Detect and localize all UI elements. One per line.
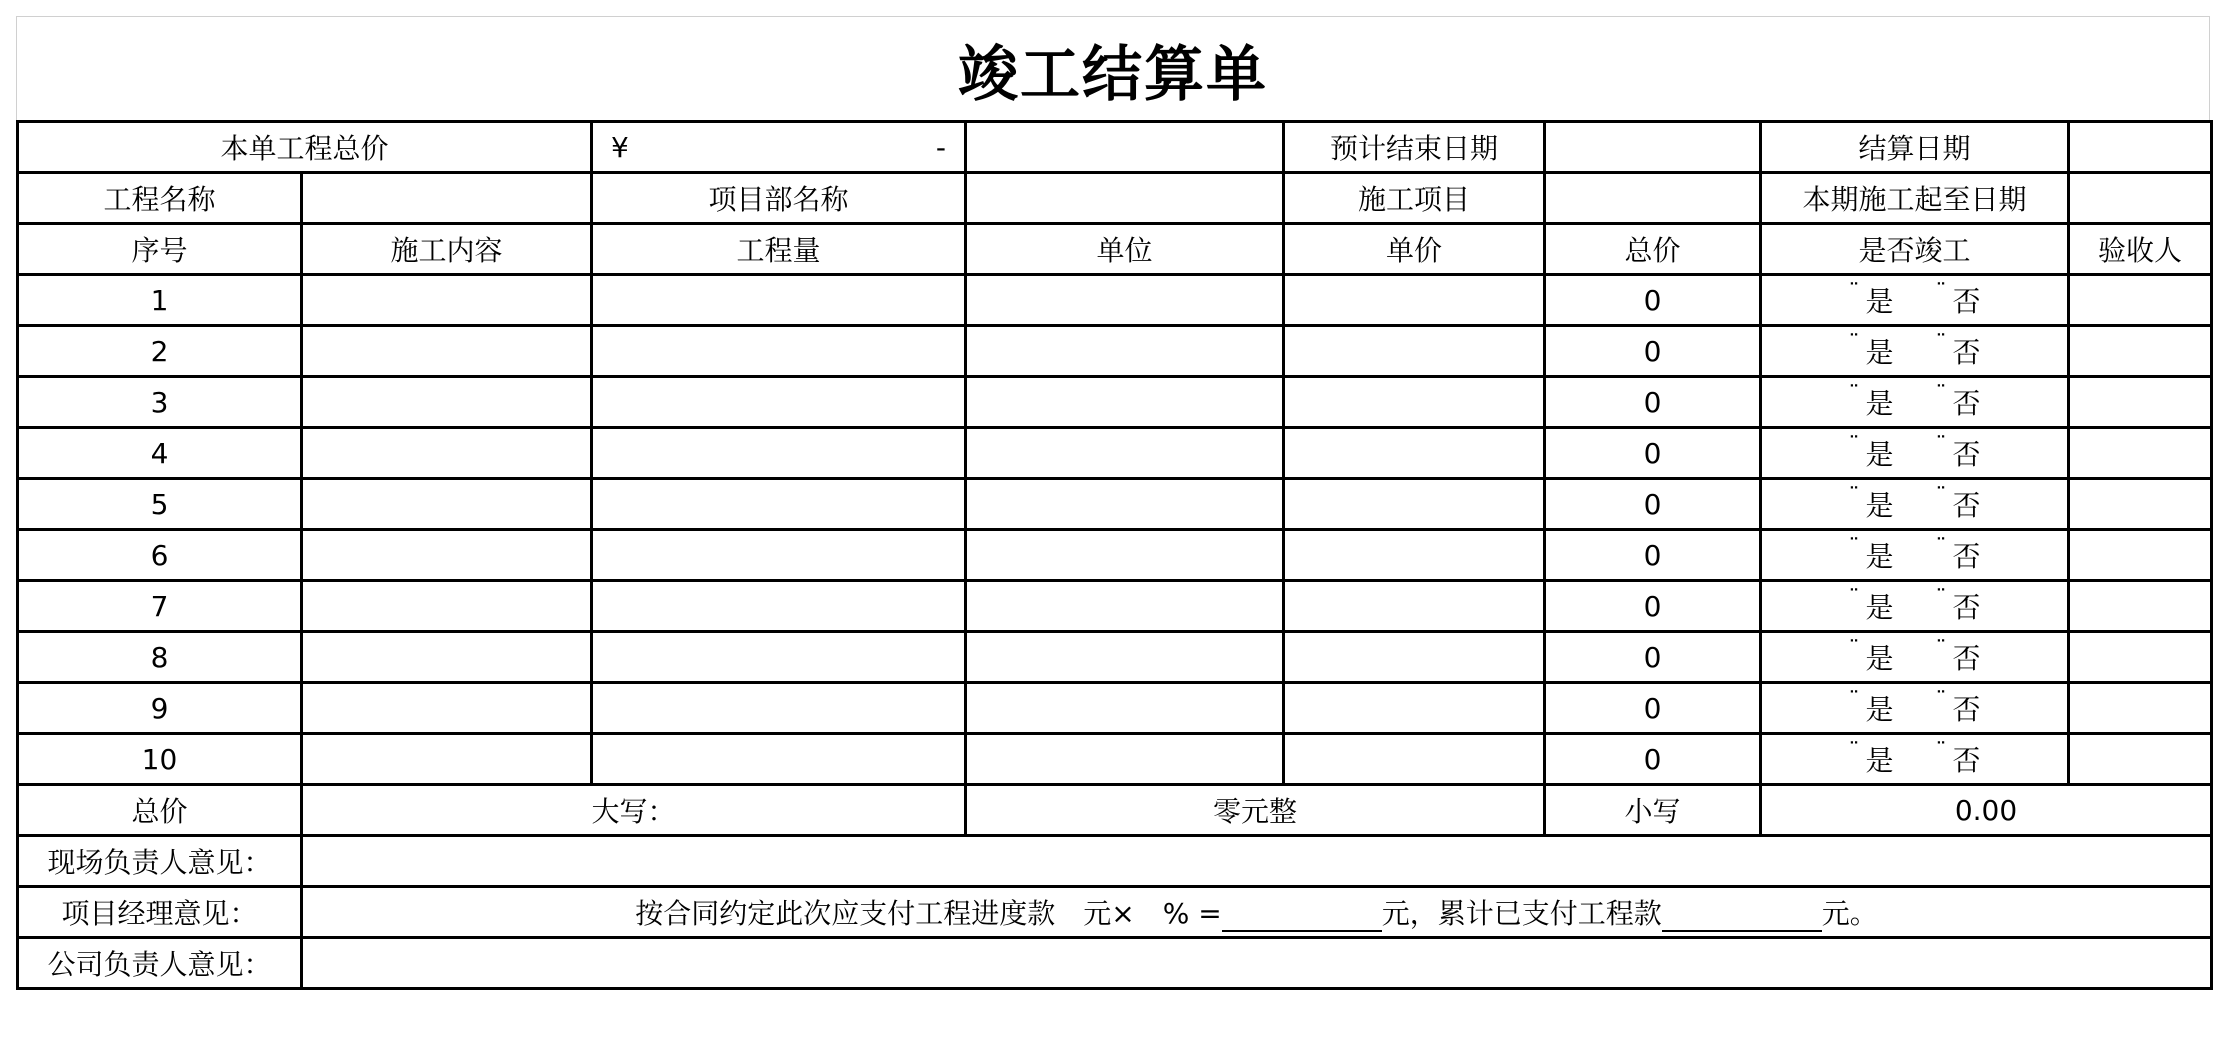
row-total: 0 — [1545, 275, 1761, 326]
content-cell[interactable] — [302, 581, 592, 632]
completed-cell — [1761, 632, 2069, 683]
table-row — [18, 428, 2212, 479]
row-total: 0 — [1545, 683, 1761, 734]
acceptor-cell[interactable] — [2069, 275, 2212, 326]
quantity-cell[interactable] — [592, 734, 966, 785]
checkbox-icon: ¨ — [1848, 739, 1860, 764]
unit-cell[interactable] — [966, 683, 1284, 734]
settlement-table — [16, 120, 2213, 990]
checkbox-icon: ¨ — [1848, 484, 1860, 509]
pm-opinion-row — [18, 887, 2212, 938]
quantity-cell[interactable] — [592, 326, 966, 377]
end-date-value[interactable] — [1545, 122, 1761, 173]
completed-cell — [1761, 275, 2069, 326]
site-opinion-field[interactable] — [302, 836, 2212, 887]
table-row — [18, 581, 2212, 632]
unit-price-cell[interactable] — [1284, 632, 1545, 683]
unit-price-cell[interactable] — [1284, 275, 1545, 326]
no-checkbox[interactable]: ¨ 否 — [1935, 433, 1981, 471]
unit-cell[interactable] — [966, 326, 1284, 377]
quantity-cell[interactable] — [592, 530, 966, 581]
pm-opinion-field[interactable] — [302, 887, 2212, 938]
project-name-value[interactable] — [302, 173, 592, 224]
table-row — [18, 632, 2212, 683]
yes-checkbox[interactable]: ¨ 是 — [1848, 739, 1894, 777]
row-no: 7 — [18, 581, 302, 632]
project-name-label: 工程名称 — [18, 173, 302, 224]
col-header-quantity: 工程量 — [592, 224, 966, 275]
col-header-unit: 单位 — [966, 224, 1284, 275]
lower-amount-label: 小写 — [1545, 785, 1761, 836]
col-header-content: 施工内容 — [302, 224, 592, 275]
pm-opinion-label: 项目经理意见： — [18, 887, 302, 938]
row-no: 2 — [18, 326, 302, 377]
yes-checkbox[interactable]: ¨ 是 — [1848, 535, 1894, 573]
content-cell[interactable] — [302, 377, 592, 428]
no-checkbox[interactable]: ¨ 否 — [1935, 688, 1981, 726]
completed-cell — [1761, 428, 2069, 479]
total-price-value[interactable] — [592, 122, 966, 173]
yes-checkbox[interactable]: ¨ 是 — [1848, 382, 1894, 420]
col-header-total: 总价 — [1545, 224, 1761, 275]
acceptor-cell[interactable] — [2069, 326, 2212, 377]
quantity-cell[interactable] — [592, 581, 966, 632]
checkbox-icon: ¨ — [1848, 637, 1860, 662]
checkbox-icon: ¨ — [1935, 433, 1947, 458]
yes-checkbox[interactable]: ¨ 是 — [1848, 280, 1894, 318]
table-row — [18, 275, 2212, 326]
row-no: 8 — [18, 632, 302, 683]
row-no: 1 — [18, 275, 302, 326]
settlement-sheet — [16, 16, 2210, 1042]
table-row — [18, 734, 2212, 785]
content-cell[interactable] — [302, 479, 592, 530]
row-no: 6 — [18, 530, 302, 581]
title-area — [16, 16, 2210, 120]
col-header-completed: 是否竣工 — [1761, 224, 2069, 275]
acceptor-cell[interactable] — [2069, 581, 2212, 632]
acceptor-cell[interactable] — [2069, 530, 2212, 581]
currency-symbol: ¥ — [611, 130, 629, 164]
site-opinion-row — [18, 836, 2212, 887]
payment-amount-blank[interactable] — [1222, 900, 1382, 932]
checkbox-icon: ¨ — [1935, 331, 1947, 356]
quantity-cell[interactable] — [592, 632, 966, 683]
content-cell[interactable] — [302, 428, 592, 479]
unit-price-cell[interactable] — [1284, 479, 1545, 530]
unit-cell[interactable] — [966, 632, 1284, 683]
completed-cell — [1761, 530, 2069, 581]
row-total: 0 — [1545, 632, 1761, 683]
completed-cell — [1761, 683, 2069, 734]
checkbox-icon: ¨ — [1848, 688, 1860, 713]
col-header-no: 序号 — [18, 224, 302, 275]
checkbox-icon: ¨ — [1935, 484, 1947, 509]
currency-value: - — [935, 130, 947, 164]
end-date-label: 预计结束日期 — [1284, 122, 1545, 173]
no-checkbox[interactable]: ¨ 否 — [1935, 331, 1981, 369]
unit-cell[interactable] — [966, 275, 1284, 326]
header-row-2 — [18, 173, 2212, 224]
column-header-row — [18, 224, 2212, 275]
blank-cell[interactable] — [966, 122, 1284, 173]
no-checkbox[interactable]: ¨ 否 — [1935, 586, 1981, 624]
pm-opinion-text-2: 元，累计已支付工程款 — [1381, 897, 1662, 930]
unit-cell[interactable] — [966, 377, 1284, 428]
content-cell[interactable] — [302, 632, 592, 683]
content-cell[interactable] — [302, 326, 592, 377]
completed-cell — [1761, 326, 2069, 377]
period-label: 本期施工起至日期 — [1761, 173, 2069, 224]
table-row — [18, 530, 2212, 581]
checkbox-icon: ¨ — [1848, 535, 1860, 560]
construction-item-value[interactable] — [1545, 173, 1761, 224]
quantity-cell[interactable] — [592, 275, 966, 326]
acceptor-cell[interactable] — [2069, 428, 2212, 479]
checkbox-icon: ¨ — [1848, 433, 1860, 458]
summary-total-label: 总价 — [18, 785, 302, 836]
unit-cell[interactable] — [966, 479, 1284, 530]
unit-price-cell[interactable] — [1284, 326, 1545, 377]
content-cell[interactable] — [302, 734, 592, 785]
acceptor-cell[interactable] — [2069, 377, 2212, 428]
quantity-cell[interactable] — [592, 428, 966, 479]
col-header-unit-price: 单价 — [1284, 224, 1545, 275]
no-checkbox[interactable]: ¨ 否 — [1935, 382, 1981, 420]
quantity-cell[interactable] — [592, 683, 966, 734]
header-row-1 — [18, 122, 2212, 173]
checkbox-icon: ¨ — [1848, 382, 1860, 407]
yes-checkbox[interactable]: ¨ 是 — [1848, 484, 1894, 522]
yes-checkbox[interactable]: ¨ 是 — [1848, 688, 1894, 726]
row-total: 0 — [1545, 530, 1761, 581]
company-opinion-label: 公司负责人意见： — [18, 938, 302, 989]
checkbox-icon: ¨ — [1848, 280, 1860, 305]
unit-price-cell[interactable] — [1284, 683, 1545, 734]
completed-cell — [1761, 479, 2069, 530]
yes-checkbox[interactable]: ¨ 是 — [1848, 331, 1894, 369]
unit-cell[interactable] — [966, 530, 1284, 581]
row-no: 10 — [18, 734, 302, 785]
upper-amount-value: 零元整 — [966, 785, 1545, 836]
checkbox-icon: ¨ — [1848, 586, 1860, 611]
acceptor-cell[interactable] — [2069, 734, 2212, 785]
no-checkbox[interactable]: ¨ 否 — [1935, 637, 1981, 675]
upper-amount-label: 大写： — [302, 785, 966, 836]
document-title: 竣工结算单 — [958, 40, 1268, 110]
checkbox-icon: ¨ — [1935, 688, 1947, 713]
row-no: 3 — [18, 377, 302, 428]
row-total: 0 — [1545, 377, 1761, 428]
unit-price-cell[interactable] — [1284, 377, 1545, 428]
unit-cell[interactable] — [966, 581, 1284, 632]
content-cell[interactable] — [302, 530, 592, 581]
period-value[interactable] — [2069, 173, 2212, 224]
total-price-label: 本单工程总价 — [18, 122, 592, 173]
lower-amount-value: 0.00 — [1761, 785, 2212, 836]
dept-name-label: 项目部名称 — [592, 173, 966, 224]
unit-cell[interactable] — [966, 734, 1284, 785]
quantity-cell[interactable] — [592, 479, 966, 530]
row-no: 5 — [18, 479, 302, 530]
acceptor-cell[interactable] — [2069, 683, 2212, 734]
quantity-cell[interactable] — [592, 377, 966, 428]
no-checkbox[interactable]: ¨ 否 — [1935, 739, 1981, 777]
table-row — [18, 683, 2212, 734]
row-total: 0 — [1545, 326, 1761, 377]
checkbox-icon: ¨ — [1935, 739, 1947, 764]
row-total: 0 — [1545, 479, 1761, 530]
pm-opinion-text-3: 元。 — [1821, 897, 1878, 930]
row-no: 4 — [18, 428, 302, 479]
checkbox-icon: ¨ — [1935, 586, 1947, 611]
acceptor-cell[interactable] — [2069, 479, 2212, 530]
settle-date-value[interactable] — [2069, 122, 2212, 173]
col-header-acceptor: 验收人 — [2069, 224, 2212, 275]
row-total: 0 — [1545, 581, 1761, 632]
no-checkbox[interactable]: ¨ 否 — [1935, 280, 1981, 318]
yes-checkbox[interactable]: ¨ 是 — [1848, 433, 1894, 471]
table-row — [18, 377, 2212, 428]
acceptor-cell[interactable] — [2069, 632, 2212, 683]
table-row — [18, 326, 2212, 377]
table-row — [18, 479, 2212, 530]
completed-cell — [1761, 734, 2069, 785]
completed-cell — [1761, 377, 2069, 428]
yes-checkbox[interactable]: ¨ 是 — [1848, 586, 1894, 624]
checkbox-icon: ¨ — [1848, 331, 1860, 356]
unit-price-cell[interactable] — [1284, 581, 1545, 632]
content-cell[interactable] — [302, 275, 592, 326]
no-checkbox[interactable]: ¨ 否 — [1935, 535, 1981, 573]
pm-opinion-text-1: 按合同约定此次应支付工程进度款 元× % = — [635, 897, 1222, 930]
row-total: 0 — [1545, 428, 1761, 479]
settle-date-label: 结算日期 — [1761, 122, 2069, 173]
unit-price-cell[interactable] — [1284, 428, 1545, 479]
unit-price-cell[interactable] — [1284, 734, 1545, 785]
checkbox-icon: ¨ — [1935, 280, 1947, 305]
checkbox-icon: ¨ — [1935, 637, 1947, 662]
paid-amount-blank[interactable] — [1662, 900, 1822, 932]
checkbox-icon: ¨ — [1935, 382, 1947, 407]
unit-price-cell[interactable] — [1284, 530, 1545, 581]
dept-name-value[interactable] — [966, 173, 1284, 224]
row-no: 9 — [18, 683, 302, 734]
completed-cell — [1761, 581, 2069, 632]
company-opinion-field[interactable] — [302, 938, 2212, 989]
summary-row — [18, 785, 2212, 836]
construction-item-label: 施工项目 — [1284, 173, 1545, 224]
content-cell[interactable] — [302, 683, 592, 734]
site-opinion-label: 现场负责人意见： — [18, 836, 302, 887]
unit-cell[interactable] — [966, 428, 1284, 479]
row-total: 0 — [1545, 734, 1761, 785]
no-checkbox[interactable]: ¨ 否 — [1935, 484, 1981, 522]
yes-checkbox[interactable]: ¨ 是 — [1848, 637, 1894, 675]
checkbox-icon: ¨ — [1935, 535, 1947, 560]
company-opinion-row — [18, 938, 2212, 989]
